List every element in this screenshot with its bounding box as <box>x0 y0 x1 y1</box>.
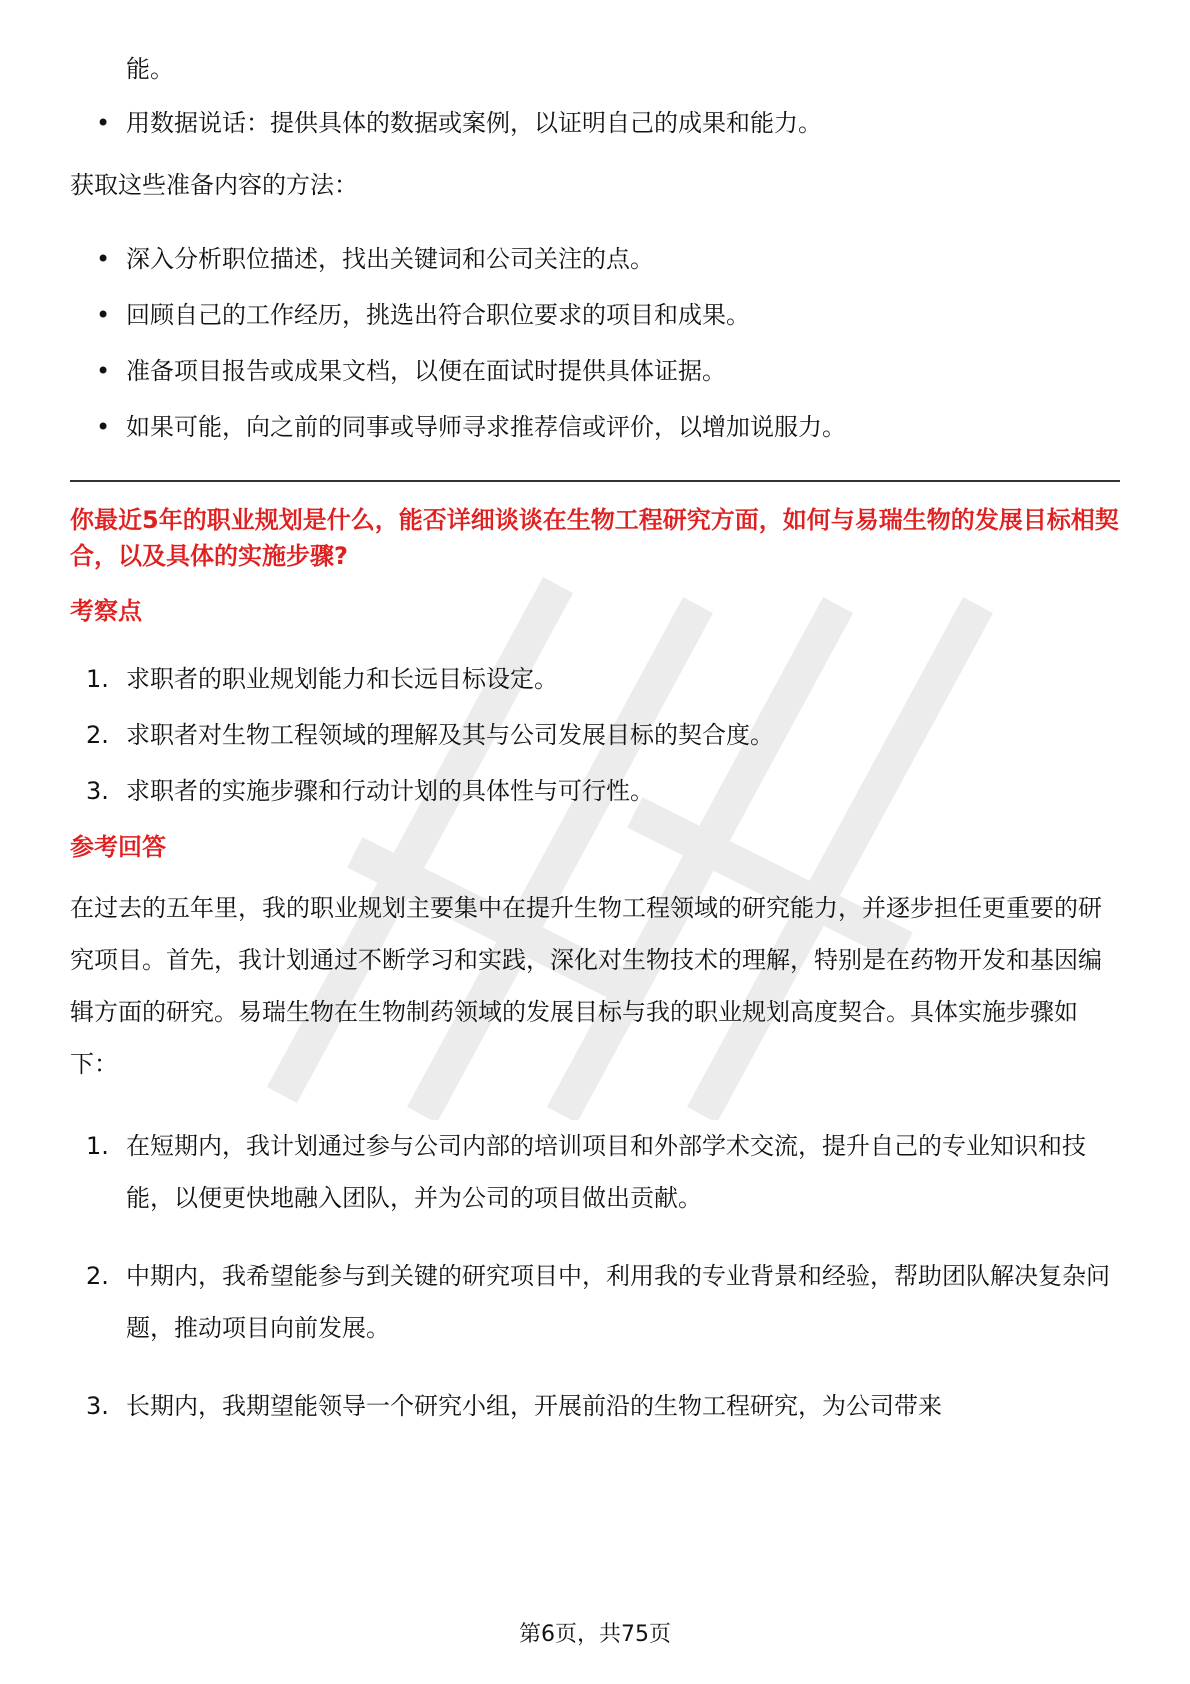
interview-question: 你最近5年的职业规划是什么，能否详细谈谈在生物工程研究方面，如何与易瑞生物的发展目标相契合，以及具体的实施步骤? <box>70 506 1119 570</box>
answer-heading: 参考回答 <box>70 833 166 861</box>
list-item-text: 求职者的实施步骤和行动计划的具体性与可行性。 <box>126 777 654 805</box>
number-marker: 1. <box>86 665 109 693</box>
assessment-heading: 考察点 <box>70 597 142 625</box>
answer-paragraph: 在过去的五年里，我的职业规划主要集中在提升生物工程领域的研究能力，并逐步担任更重要的研究项目。首先，我计划通过不断学习和实践，深化对生物技术的理解，特别是在药物开发和基因编辑方面的研究。易瑞生物在生物制药领域的发展目标与我的职业规划高度契合。具体实施步骤如下： <box>70 894 1102 1078</box>
list-item-text: 长期内，我期望能领导一个研究小组，开展前沿的生物工程研究，为公司带来 <box>126 1392 942 1420</box>
list-item-text: 准备项目报告或成果文档，以便在面试时提供具体证据。 <box>126 357 726 385</box>
bullet-marker: • <box>96 357 111 385</box>
answer-steps-list <box>70 1120 1120 1432</box>
list-item <box>70 298 1120 332</box>
list-item <box>70 410 1120 444</box>
list-item <box>70 1380 1120 1432</box>
list-item-text: 深入分析职位描述，找出关键词和公司关注的点。 <box>126 245 654 273</box>
list-item-text: 求职者对生物工程领域的理解及其与公司发展目标的契合度。 <box>126 721 774 749</box>
methods-intro: 获取这些准备内容的方法： <box>70 171 358 199</box>
continuation-text: 能。 <box>126 55 174 83</box>
bullet-list-a <box>70 106 1120 140</box>
list-item-text: 中期内，我希望能参与到关键的研究项目中，利用我的专业背景和经验，帮助团队解决复杂问题，推动项目向前发展。 <box>126 1262 1110 1342</box>
list-item <box>70 662 1120 696</box>
page-number-footer: 第6页，共75页 <box>519 1622 671 1647</box>
bullet-marker: • <box>96 413 111 441</box>
list-item-text: 在短期内，我计划通过参与公司内部的培训项目和外部学术交流，提升自己的专业知识和技能，以便更快地融入团队，并为公司的项目做出贡献。 <box>126 1132 1086 1212</box>
number-marker: 3. <box>86 777 109 805</box>
bullet-list-b <box>70 242 1120 444</box>
number-marker: 1. <box>86 1132 109 1160</box>
list-item-text: 如果可能，向之前的同事或导师寻求推荐信或评价，以增加说服力。 <box>126 413 846 441</box>
list-item-text: 求职者的职业规划能力和长远目标设定。 <box>126 665 558 693</box>
number-marker: 2. <box>86 721 109 749</box>
list-item <box>70 1250 1120 1354</box>
bullet-marker: • <box>96 301 111 329</box>
number-marker: 2. <box>86 1262 109 1290</box>
assessment-list <box>70 662 1120 808</box>
list-item <box>70 242 1120 276</box>
list-item <box>70 106 1120 140</box>
list-item <box>70 774 1120 808</box>
section-divider <box>70 480 1120 482</box>
list-item-text: 用数据说话：提供具体的数据或案例，以证明自己的成果和能力。 <box>126 109 822 137</box>
bullet-marker: • <box>96 109 111 137</box>
bullet-marker: • <box>96 245 111 273</box>
list-item <box>70 354 1120 388</box>
list-item-text: 回顾自己的工作经历，挑选出符合职位要求的项目和成果。 <box>126 301 750 329</box>
number-marker: 3. <box>86 1392 109 1420</box>
list-item <box>70 718 1120 752</box>
page-content <box>70 52 1120 1458</box>
list-item <box>70 1120 1120 1224</box>
